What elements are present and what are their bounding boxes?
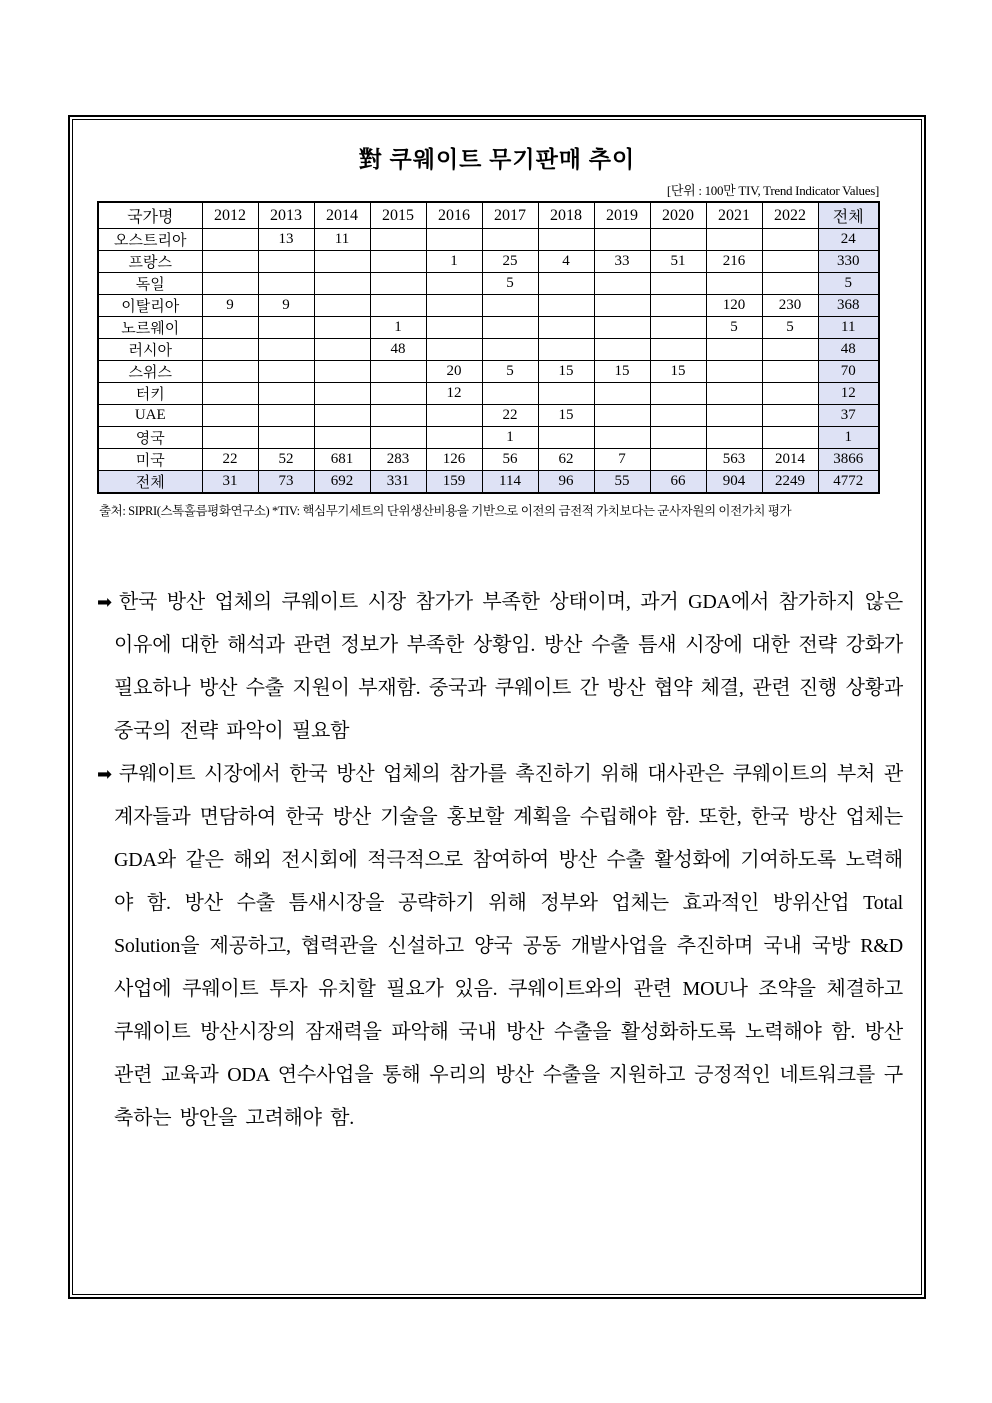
value-cell: 31: [202, 471, 258, 494]
table-row: [98, 361, 879, 383]
value-cell: [762, 405, 818, 427]
total-value-cell: 3866: [818, 449, 879, 471]
value-cell: [650, 317, 706, 339]
value-cell: [314, 317, 370, 339]
value-cell: [706, 383, 762, 405]
value-cell: [650, 339, 706, 361]
total-value-cell: 1: [818, 427, 879, 449]
value-cell: 20: [426, 361, 482, 383]
value-cell: [426, 339, 482, 361]
value-cell: [314, 383, 370, 405]
value-cell: [538, 273, 594, 295]
column-header-year: 2014: [314, 202, 370, 229]
table-row: [98, 339, 879, 361]
value-cell: [706, 339, 762, 361]
value-cell: [762, 251, 818, 273]
table-total-row: [98, 471, 879, 494]
value-cell: [650, 383, 706, 405]
value-cell: [202, 339, 258, 361]
column-header-year: 2020: [650, 202, 706, 229]
value-cell: 66: [650, 471, 706, 494]
total-value-cell: 5: [818, 273, 879, 295]
value-cell: [202, 427, 258, 449]
value-cell: 1: [426, 251, 482, 273]
table-row: [98, 449, 879, 471]
country-cell: 러시아: [98, 339, 202, 361]
country-cell: UAE: [98, 405, 202, 427]
value-cell: [482, 317, 538, 339]
value-cell: 55: [594, 471, 650, 494]
value-cell: [762, 339, 818, 361]
column-header-year: 2017: [482, 202, 538, 229]
value-cell: [594, 317, 650, 339]
value-cell: [370, 361, 426, 383]
value-cell: [706, 273, 762, 295]
value-cell: [370, 427, 426, 449]
value-cell: 2014: [762, 449, 818, 471]
table-row: [98, 229, 879, 251]
value-cell: 681: [314, 449, 370, 471]
value-cell: 33: [594, 251, 650, 273]
value-cell: [202, 273, 258, 295]
right-arrow-icon: ➡: [97, 764, 112, 785]
value-cell: [370, 383, 426, 405]
column-header-year: 2021: [706, 202, 762, 229]
country-cell: 오스트리아: [98, 229, 202, 251]
value-cell: [370, 273, 426, 295]
table-row: [98, 405, 879, 427]
value-cell: [706, 229, 762, 251]
column-header-year: 2018: [538, 202, 594, 229]
value-cell: 126: [426, 449, 482, 471]
value-cell: 2249: [762, 471, 818, 494]
value-cell: 9: [258, 295, 314, 317]
value-cell: 52: [258, 449, 314, 471]
value-cell: [314, 361, 370, 383]
value-cell: [202, 251, 258, 273]
value-cell: 9: [202, 295, 258, 317]
total-value-cell: 4772: [818, 471, 879, 494]
value-cell: [314, 405, 370, 427]
column-header-year: 2013: [258, 202, 314, 229]
value-cell: [202, 361, 258, 383]
value-cell: [538, 339, 594, 361]
country-cell: 노르웨이: [98, 317, 202, 339]
value-cell: 15: [594, 361, 650, 383]
value-cell: [762, 229, 818, 251]
value-cell: [202, 383, 258, 405]
country-cell: 전체: [98, 471, 202, 494]
value-cell: [650, 449, 706, 471]
table-row: [98, 427, 879, 449]
value-cell: [370, 405, 426, 427]
total-value-cell: 37: [818, 405, 879, 427]
value-cell: [482, 295, 538, 317]
value-cell: 114: [482, 471, 538, 494]
country-cell: 이탈리아: [98, 295, 202, 317]
value-cell: [258, 361, 314, 383]
value-cell: [650, 427, 706, 449]
total-value-cell: 330: [818, 251, 879, 273]
value-cell: 15: [538, 361, 594, 383]
value-cell: 5: [706, 317, 762, 339]
value-cell: [706, 361, 762, 383]
table-row: [98, 251, 879, 273]
value-cell: 331: [370, 471, 426, 494]
country-cell: 터키: [98, 383, 202, 405]
country-cell: 프랑스: [98, 251, 202, 273]
value-cell: [202, 405, 258, 427]
value-cell: [314, 273, 370, 295]
value-cell: 22: [482, 405, 538, 427]
value-cell: [482, 339, 538, 361]
value-cell: [482, 383, 538, 405]
value-cell: [258, 427, 314, 449]
value-cell: [426, 295, 482, 317]
page-content-area: [72, 119, 922, 1295]
column-header-year: 2016: [426, 202, 482, 229]
right-arrow-icon: ➡: [97, 592, 112, 613]
value-cell: 15: [650, 361, 706, 383]
table-header-row: [98, 202, 879, 229]
column-header-country: 국가명: [98, 202, 202, 229]
value-cell: [762, 273, 818, 295]
value-cell: 5: [482, 273, 538, 295]
table-row: [98, 383, 879, 405]
bullet-item: [97, 753, 903, 1140]
bullet-text: 한국 방산 업체의 쿠웨이트 시장 참가가 부족한 상태이며, 과거 GDA에서 참가하지 않은 이유에 대한 해석과 관련 정보가 부족한 상황임. 방산 수출 틈새 시장에 대한 전략 강화가 필요하나 방산 수출 지원이 부재함. 중국과 쿠웨이트 간 방산 협약 체결, 관련 진행 상황과 중국의 전략 파악이 필요함: [114, 591, 903, 742]
value-cell: 12: [426, 383, 482, 405]
column-header-year: 2015: [370, 202, 426, 229]
value-cell: 48: [370, 339, 426, 361]
value-cell: 1: [370, 317, 426, 339]
value-cell: [594, 405, 650, 427]
value-cell: [314, 251, 370, 273]
value-cell: 1: [482, 427, 538, 449]
bullet-item: [97, 581, 903, 753]
value-cell: 283: [370, 449, 426, 471]
value-cell: [594, 383, 650, 405]
value-cell: [426, 229, 482, 251]
value-cell: 230: [762, 295, 818, 317]
value-cell: 56: [482, 449, 538, 471]
arms-sales-table: [97, 201, 880, 494]
value-cell: [706, 405, 762, 427]
value-cell: [426, 427, 482, 449]
column-header-year: 2012: [202, 202, 258, 229]
value-cell: [594, 339, 650, 361]
value-cell: 692: [314, 471, 370, 494]
total-value-cell: 368: [818, 295, 879, 317]
value-cell: [594, 273, 650, 295]
total-value-cell: 48: [818, 339, 879, 361]
value-cell: [762, 427, 818, 449]
country-cell: 독일: [98, 273, 202, 295]
country-cell: 미국: [98, 449, 202, 471]
bullet-list: [97, 581, 903, 1140]
value-cell: 73: [258, 471, 314, 494]
value-cell: [482, 229, 538, 251]
value-cell: [314, 427, 370, 449]
value-cell: [650, 405, 706, 427]
value-cell: 563: [706, 449, 762, 471]
column-header-year: 2022: [762, 202, 818, 229]
value-cell: 13: [258, 229, 314, 251]
value-cell: [258, 251, 314, 273]
table-body: [98, 229, 879, 494]
value-cell: [426, 273, 482, 295]
value-cell: [426, 317, 482, 339]
value-cell: 159: [426, 471, 482, 494]
value-cell: [538, 229, 594, 251]
table-row: [98, 295, 879, 317]
value-cell: 904: [706, 471, 762, 494]
value-cell: 7: [594, 449, 650, 471]
value-cell: [314, 295, 370, 317]
total-value-cell: 12: [818, 383, 879, 405]
value-cell: [538, 295, 594, 317]
value-cell: [202, 229, 258, 251]
unit-note: [단위 : 100만 TIV, Trend Indicator Values]: [666, 183, 879, 198]
value-cell: 25: [482, 251, 538, 273]
value-cell: [594, 295, 650, 317]
source-note: 출처: SIPRI(스톡홀름평화연구소) *TIV: 핵심무기세트의 단위생산비용을 기반으로 이전의 금전적 가치보다는 군사자원의 이전가치 평가: [99, 504, 792, 518]
page-title: 對 쿠웨이트 무기판매 추이: [358, 147, 636, 172]
total-value-cell: 70: [818, 361, 879, 383]
value-cell: 5: [762, 317, 818, 339]
bullet-text: 쿠웨이트 시장에서 한국 방산 업체의 참가를 촉진하기 위해 대사관은 쿠웨이트의 부처 관계자들과 면담하여 한국 방산 기술을 홍보할 계획을 수립해야 함. 또한, 한국 방산 업체는 GDA와 같은 해외 전시회에 적극적으로 참여하여 방산 수출 활성화에 기여하도록 노력해야 함. 방산 수출 틈새시장을 공략하기 위해 정부와 업체는 효과적인 방위산업 Total Solution을 제공하고, 협력관을 신설하고 양국 공동 개발사업을 추진하며 국내 국방 R&D 사업에 쿠웨이트 투자 유치할 필요가 있음. 쿠웨이트와의 관련 MOU나 조약을 체결하고 쿠웨이트 방산시장의 잠재력을 파악해 국내 방산 수출을 활성화하도록 노력해야 함. 방산 관련 교육과 ODA 연수사업을 통해 우리의 방산 수출을 지원하고 긍정적인 네트워크를 구축하는 방안을 고려해야 함.: [114, 763, 903, 1129]
page-border-frame: [68, 115, 926, 1299]
value-cell: [538, 317, 594, 339]
value-cell: [650, 229, 706, 251]
column-header-year: 2019: [594, 202, 650, 229]
value-cell: 11: [314, 229, 370, 251]
value-cell: [762, 361, 818, 383]
value-cell: 96: [538, 471, 594, 494]
total-value-cell: 11: [818, 317, 879, 339]
value-cell: [594, 427, 650, 449]
value-cell: [314, 339, 370, 361]
table-row: [98, 273, 879, 295]
column-header-total: 전체: [818, 202, 879, 229]
value-cell: 216: [706, 251, 762, 273]
value-cell: [258, 317, 314, 339]
value-cell: [258, 383, 314, 405]
value-cell: 62: [538, 449, 594, 471]
value-cell: [538, 383, 594, 405]
value-cell: 5: [482, 361, 538, 383]
value-cell: 51: [650, 251, 706, 273]
value-cell: [650, 295, 706, 317]
value-cell: [594, 229, 650, 251]
value-cell: [370, 229, 426, 251]
country-cell: 영국: [98, 427, 202, 449]
value-cell: [426, 405, 482, 427]
value-cell: 22: [202, 449, 258, 471]
value-cell: [538, 427, 594, 449]
value-cell: [258, 339, 314, 361]
value-cell: 4: [538, 251, 594, 273]
value-cell: [202, 317, 258, 339]
value-cell: [370, 251, 426, 273]
value-cell: [258, 273, 314, 295]
total-value-cell: 24: [818, 229, 879, 251]
country-cell: 스위스: [98, 361, 202, 383]
value-cell: 15: [538, 405, 594, 427]
value-cell: [650, 273, 706, 295]
value-cell: [706, 427, 762, 449]
value-cell: [762, 383, 818, 405]
table-row: [98, 317, 879, 339]
value-cell: [370, 295, 426, 317]
value-cell: 120: [706, 295, 762, 317]
value-cell: [258, 405, 314, 427]
